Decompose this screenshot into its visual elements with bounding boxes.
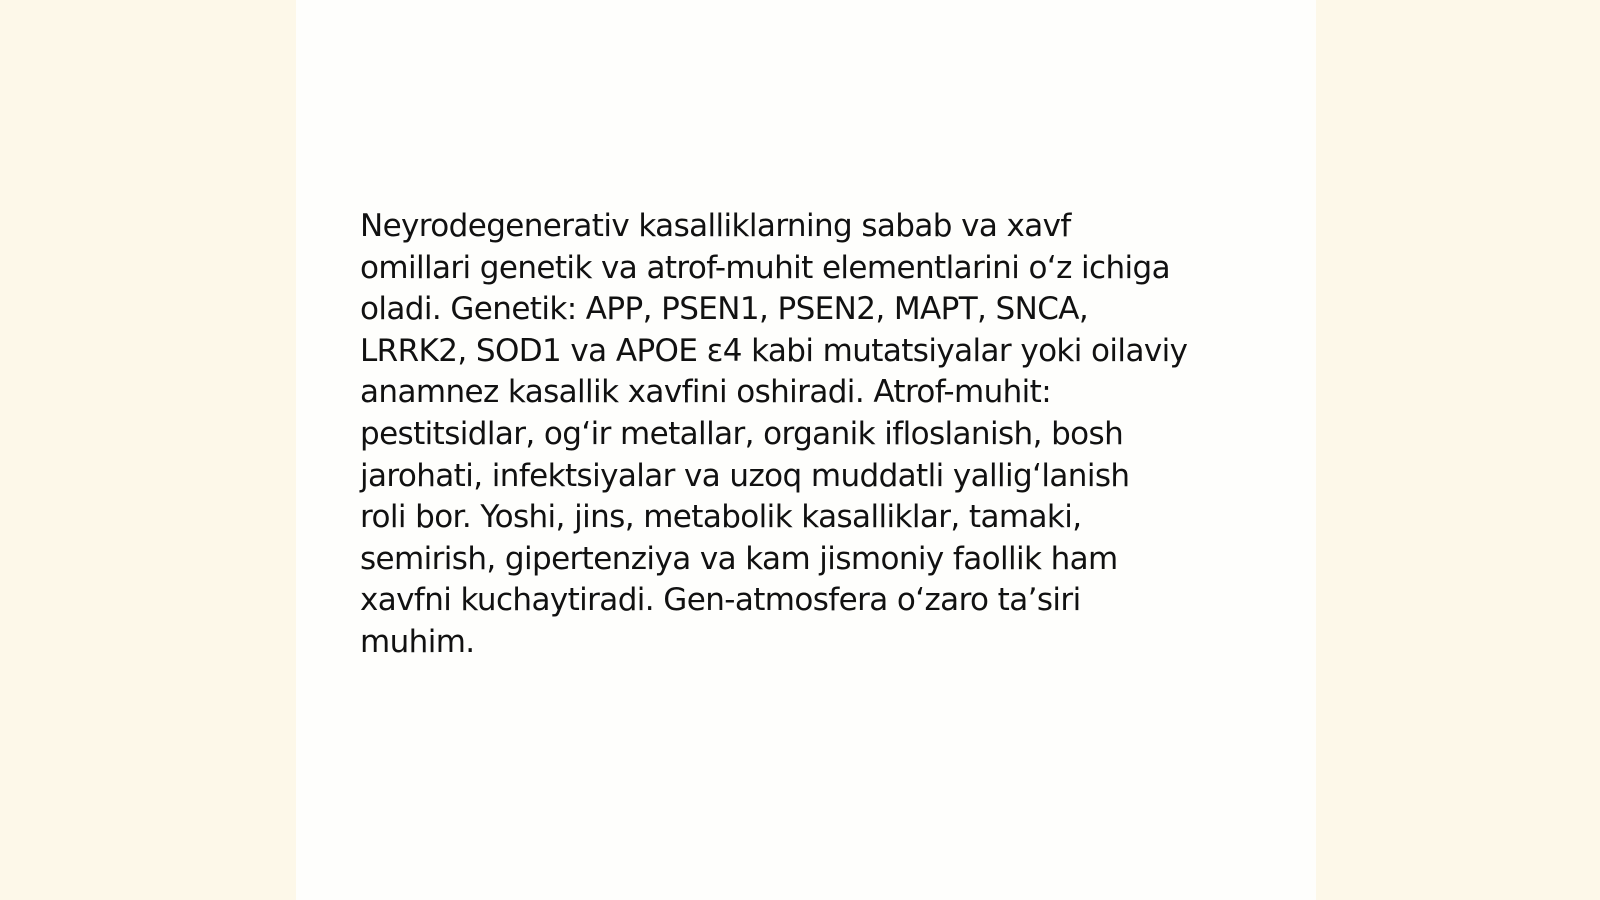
right-background-panel xyxy=(1316,0,1600,900)
slide-canvas xyxy=(296,0,1316,900)
left-background-panel xyxy=(0,0,296,900)
slide-body-text: Neyrodegenerativ kasalliklarning sabab va xavf omillari genetik va atrof-muhit elementlarini o‘z ichiga oladi. Genetik: APP, PSEN1, PSEN2, MAPT, SNCA, LRRK2, SOD1 va APOE ε4 kabi mutatsiyalar yoki oilaviy anamnez kasallik xavfini oshiradi. Atrof-muhit: pestitsidlar, og‘ir metallar, organik ifloslanish, bosh jarohati, infektsiyalar va uzoq muddatli yallig‘lanish roli bor. Yoshi, jins, metabolik kasalliklar, tamaki, semirish, gipertenziya va kam jismoniy faollik ham xavfni kuchaytiradi. Gen-atmosfera o‘zaro ta’siri muhim. xyxy=(360,208,1188,660)
